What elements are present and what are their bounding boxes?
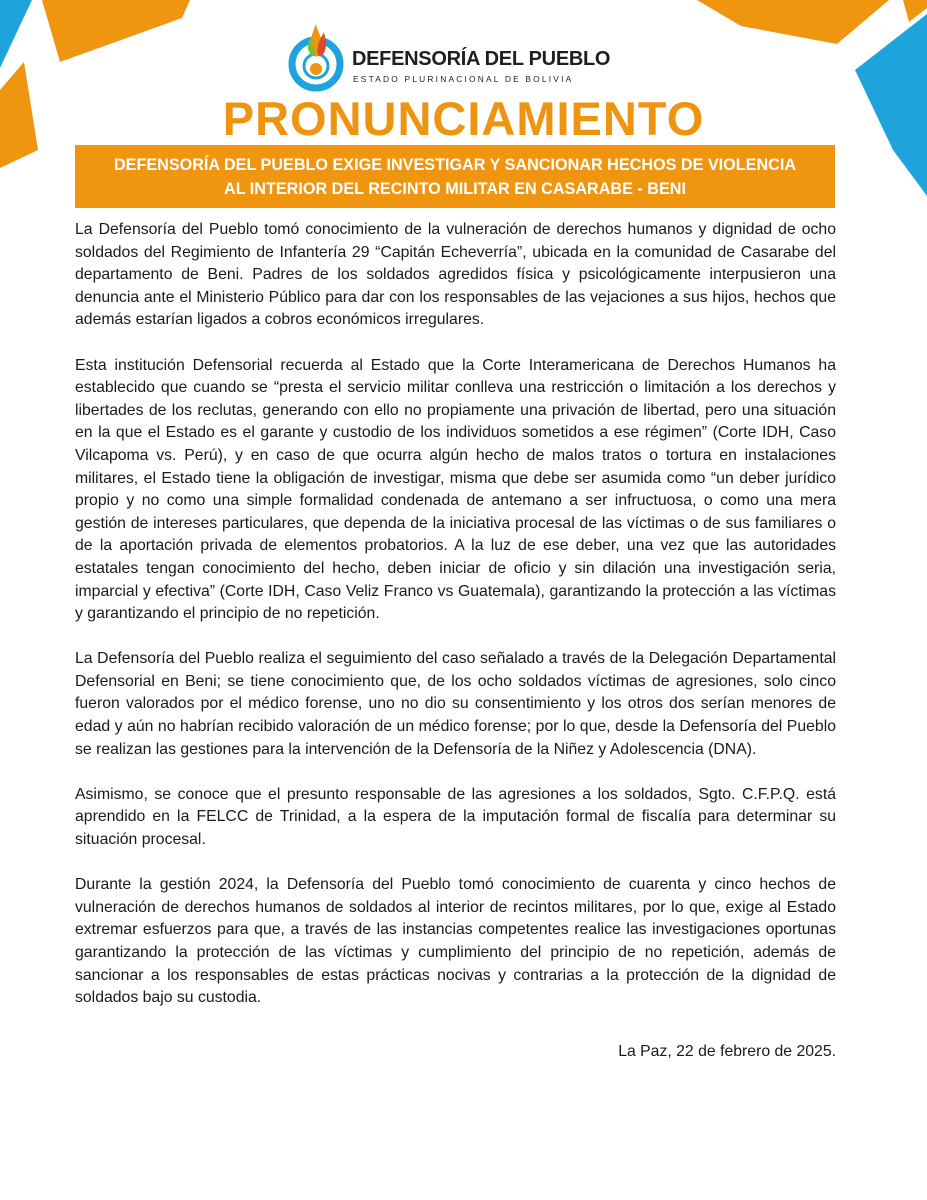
paragraph-4: Asimismo, se conoce que el presunto responsable de las agresiones a los soldados, Sgto. C.F.P.Q. está aprendido en la FELCC de Trinidad, a la espera de la imputación formal de fiscalía para determinar su situación procesal. bbox=[75, 785, 836, 849]
headline-line-1: DEFENSORÍA DEL PUEBLO EXIGE INVESTIGAR Y SANCIONAR HECHOS DE VIOLENCIA bbox=[113, 155, 797, 174]
document-body bbox=[75, 219, 836, 1010]
flame-logo-icon bbox=[282, 20, 350, 92]
institution-name: DEFENSORÍA DEL PUEBLO bbox=[352, 48, 611, 70]
headline-line-2: AL INTERIOR DEL RECINTO MILITAR EN CASARABE - BENI bbox=[224, 179, 686, 198]
paragraph-1: La Defensoría del Pueblo tomó conocimiento de la vulneración de derechos humanos y dignidad de ocho soldados del Regimiento de Infantería 29 “Capitán Echeverría”, ubicada en la comunidad de Casarabe del departamento de Beni. Padres de los soldados agredidos física y psicológicamente interpusieron una denuncia ante el Ministerio Público para dar con los responsables de las vejaciones a sus hijos, hechos que además estarían ligados a cobros económicos irregulares. bbox=[75, 221, 836, 329]
paragraph-2: Esta institución Defensorial recuerda al Estado que la Corte Interamericana de Derechos Humanos ha establecido que cuando se “presta el servicio militar conlleva una restricción o limitación a los derechos y libertades de los reclutas, generando con ello no propiamente una privación de libertad, pero una situación en la que el Estado es el garante y custodio de los individuos sometidos a ese régimen” (Corte IDH, Caso Vilcapoma vs. Perú), y en caso de que ocurra algún hecho de malos tratos o tortura en instalaciones militares, el Estado tiene la obligación de investigar, misma que debe ser asumida como “un deber jurídico propio y no como una simple formalidad condenada de antemano a ser infructuosa, o como una mera gestión de intereses particulares, que dependa de la iniciativa procesal de las víctimas o de sus familiares o de la aportación privada de elementos probatorios. A la luz de ese deber, una vez que las autoridades estatales tengan conocimiento del hecho, deben iniciar de oficio y sin dilación una investigación seria, imparcial y efectiva” (Corte IDH, Caso Veliz Franco vs Guatemala), garantizando la protección a las víctimas y garantizando el principio de no repetición. bbox=[75, 356, 836, 623]
headline-banner bbox=[75, 145, 835, 208]
document-title: PRONUNCIAMIENTO bbox=[222, 92, 705, 145]
paragraph-5: Durante la gestión 2024, la Defensoría del Pueblo tomó conocimiento de cuarenta y cinco hechos de vulneración de derechos humanos de soldados al interior de recintos militares, por lo que, exige al Estado extremar esfuerzos para que, a través de las instancias competentes realice las investigaciones oportunas garantizando la protección de las víctimas y cumplimiento del principio de no repetición, además de sancionar a los responsables de estas prácticas nocivas y contrarias a la protección de la dignidad de soldados bajo su custodia. bbox=[75, 876, 836, 1007]
paragraph-3: La Defensoría del Pueblo realiza el seguimiento del caso señalado a través de la Delegación Departamental Defensorial en Beni; se tiene conocimiento que, de los ocho soldados víctimas de agresiones, solo cinco fueron valorados por el médico forense, uno no dio su consentimiento y los otros dos serían menores de edad y aún no habrían recibido valoración de un médico forense; por lo que, desde la Defensoría del Pueblo se realizan las gestiones para la intervención de la Defensoría de la Niñez y Adolescencia (DNA). bbox=[75, 650, 836, 758]
institution-logo bbox=[282, 20, 611, 92]
institution-subtitle: ESTADO PLURINACIONAL DE BOLIVIA bbox=[353, 74, 574, 84]
place-and-date: La Paz, 22 de febrero de 2025. bbox=[618, 1043, 836, 1060]
